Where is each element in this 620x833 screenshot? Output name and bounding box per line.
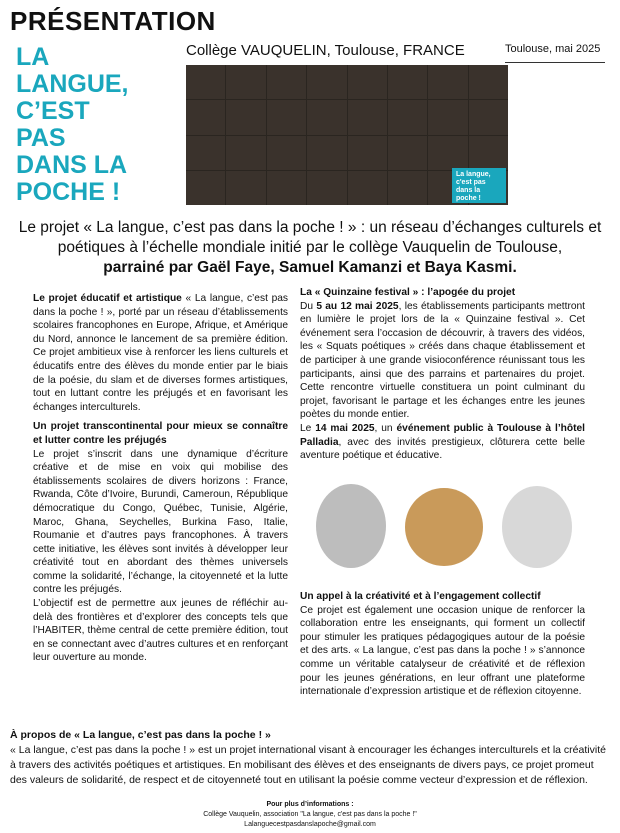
project-title — [16, 44, 176, 206]
title-line: LA — [16, 43, 50, 71]
text: , les établissements participants mettront en lumière le projet lors de la « Quinzaine festival ». Cet événement sera l’occasion de découvrir, à travers des vidéos, les « Squats poétiques » créés dans chaque établissement et de participer à une grande visioconférence réunissant tous les participants, ainsi que des parrains et partenaires du projet. Cette rencontre virtuelle constituera un point culminant du projet, favorisant le partage et les échanges entre les jeunes poètes du monde entier. — [300, 300, 585, 421]
section-heading: Un projet transcontinental pour mieux se connaître et lutter contre les préjugés — [33, 421, 288, 446]
date: Toulouse, mai 2025 — [505, 43, 601, 55]
event-highlight: événement public à Toulouse à l’hôtel Palladia — [300, 422, 585, 448]
about-section — [10, 728, 610, 788]
text: Du — [300, 300, 317, 312]
left-column — [33, 292, 288, 665]
text: , un — [374, 422, 397, 434]
title-line: PAS — [16, 124, 66, 152]
sponsor-photo — [405, 488, 483, 566]
paragraph: Le projet s’inscrit dans une dynamique d’écriture créative et de mise en voix qui mobilise des établissements scolaires de divers horizons : France, Rwanda, Côte d’Ivoire, Burundi, Cameroun, République démocratique du Congo, Québec, Tunisie, Algérie, Maroc, Ghana, Seychelles, Burkina Faso, Italie, Roumanie et d’autres pays francophones. À travers cette initiative, les élèves sont invités à développer leur créativité tout en abordant des thèmes universels comme la solidarité, l’échange, la citoyenneté et la lutte contre les préjugés. — [33, 448, 288, 596]
date-highlight: 14 mai 2025 — [315, 422, 375, 434]
title-line: LANGUE, — [16, 70, 129, 98]
paragraph: « La langue, c’est pas dans la poche ! », porté par un réseau d’établissements scolaires francophones en Europe, Afrique, et Amérique du Nord, annonce le lancement de sa première édition. Ce projet ambitieux vise à renforcer les liens culturels et éducatifs entre des élèves du monde entier par le biais de la poésie, du slam et de diverses formes artistiques, tout en luttant contre les préjugés et en favorisant les échanges interculturels. — [33, 293, 288, 413]
paragraph: L’objectif est de permettre aux jeunes de réfléchir au-delà des frontières et d’explorer des concepts tels que l’HABITER, thème central de cette première édition, tout en se connectant avec d’autres cultures et en renforçant leur ouverture au monde. — [33, 598, 288, 664]
section-heading: Un appel à la créativité et à l’engagement collectif — [300, 591, 541, 602]
school-name: Collège VAUQUELIN, Toulouse, FRANCE — [186, 42, 465, 59]
footer-email[interactable]: Lalanguecestpasdanslapoche@gmail.com — [244, 821, 376, 828]
right-column — [300, 286, 585, 463]
section-heading: Le projet éducatif et artistique — [33, 293, 182, 304]
paragraph: Ce projet est également une occasion unique de renforcer la collaboration entre les enseignants, qui forment un collectif pour stimuler les pratiques pédagogiques autour de la poésie et des arts. « La langue, c’est pas dans la poche ! » s’annonce comme un véritable catalyseur de créativité et de réflexion pour les jeunes générations, en leur offrant une plateforme internationale d’expression artistique et de réflexion citoyenne. — [300, 604, 585, 698]
title-line: DANS LA — [16, 151, 128, 179]
footer — [0, 800, 620, 830]
text: , avec des invités prestigieux, clôturera cette belle aventure poétique et éducative. — [300, 436, 585, 462]
title-line: C’EST — [16, 97, 90, 125]
footer-line: Collège Vauquelin, association "La langue, c'est pas dans la poche !" — [203, 811, 417, 818]
lead-paragraph — [12, 218, 608, 278]
sponsor-photo — [316, 484, 386, 568]
logo-badge: La langue, c'est pas dans la poche ! — [452, 168, 506, 203]
presentation-heading: PRÉSENTATION — [10, 6, 216, 36]
sponsors: parrainé par Gaël Faye, Samuel Kamanzi et Baya Kasmi. — [103, 259, 517, 276]
footer-heading: Pour plus d’informations : — [266, 801, 354, 808]
sponsor-photo — [502, 486, 572, 568]
section-heading: La « Quinzaine festival » : l’apogée du projet — [300, 287, 516, 298]
right-column-bottom — [300, 590, 585, 699]
lead-text: Le projet « La langue, c’est pas dans la poche ! » : un réseau d’échanges culturels et poétiques à l’échelle mondiale initié par le collège Vauquelin de Toulouse, — [18, 219, 602, 256]
title-line: POCHE ! — [16, 178, 121, 206]
about-heading: À propos de « La langue, c’est pas dans la poche ! » — [10, 729, 271, 741]
text: Le — [300, 422, 316, 434]
about-text: « La langue, c’est pas dans la poche ! » est un projet international visant à encourager les échanges interculturels et la créativité à travers des activités poétiques et artistiques. En mobilisant des élèves et des enseignants de divers pays, ce projet promeut des valeurs de solidarité, de respect et de citoyenneté tout en utilisant la poésie comme vecteur d’expression et de réflexion. — [10, 744, 606, 786]
divider — [505, 62, 605, 63]
date-highlight: 5 au 12 mai 2025 — [316, 300, 399, 312]
